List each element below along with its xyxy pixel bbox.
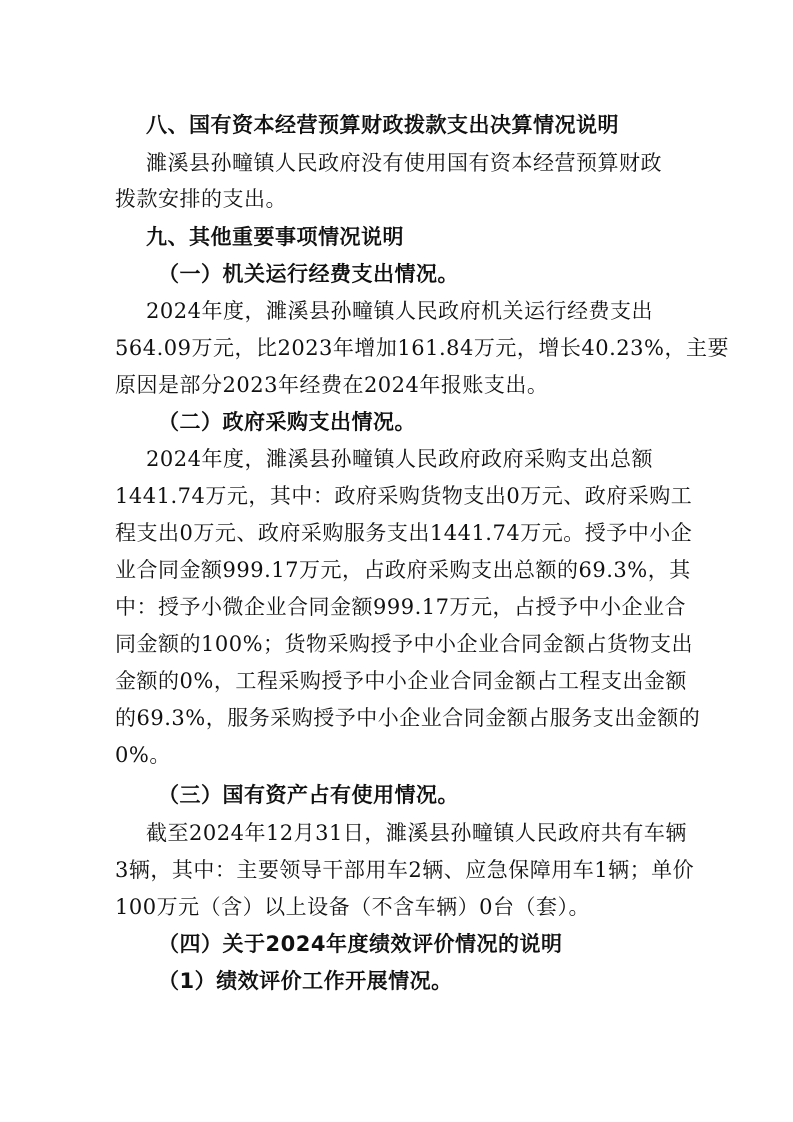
- paragraph-line: 原因是部分2023年经费在2024年报账支出。: [115, 373, 549, 397]
- paragraph-line: 同金额的100%；货物采购授予中小企业合同金额占货物支出: [115, 632, 694, 656]
- paragraph-line: 程支出0万元、政府采购服务支出1441.74万元。授予中小企: [115, 521, 693, 545]
- paragraph-line: 的69.3%，服务采购授予中小企业合同金额占服务支出金额的: [115, 706, 701, 730]
- paragraph-line: 100万元（含）以上设备（不含车辆）0台（套）。: [115, 895, 590, 919]
- paragraph-line: 2024年度，濉溪县孙疃镇人民政府政府采购支出总额: [146, 447, 653, 471]
- section-8-heading: 八、国有资本经营预算财政拨款支出决算情况说明: [146, 113, 619, 137]
- section-9-heading: 九、其他重要事项情况说明: [146, 225, 404, 249]
- paragraph-line: 0%。: [115, 743, 171, 767]
- paragraph-line: 金额的0%，工程采购授予中小企业合同金额占工程支出金额: [115, 669, 687, 693]
- paragraph-line: 中：授予小微企业合同金额999.17万元，占授予中小企业合: [115, 595, 686, 619]
- paragraph-line: 564.09万元，比2023年增加161.84万元，增长40.23%，主要: [115, 336, 729, 360]
- paragraph-line: 拨款安排的支出。: [115, 187, 287, 211]
- paragraph-line: 业合同金额999.17万元，占政府采购支出总额的69.3%，其: [115, 558, 691, 582]
- paragraph-line: 濉溪县孙疃镇人民政府没有使用国有资本经营预算财政: [146, 151, 662, 175]
- subsection-4-heading: （四）关于2024年度绩效评价情况的说明: [158, 932, 563, 956]
- subsection-1-heading: （一）机关运行经费支出情况。: [158, 262, 459, 286]
- paragraph-line: 3辆，其中：主要领导干部用车2辆、应急保障用车1辆；单价: [115, 858, 695, 882]
- paragraph-line: 1441.74万元，其中：政府采购货物支出0万元、政府采购工: [115, 484, 693, 508]
- subsection-4-item-1-heading: （1）绩效评价工作开展情况。: [158, 969, 453, 993]
- paragraph-line: 2024年度，濉溪县孙疃镇人民政府机关运行经费支出: [146, 299, 653, 323]
- subsection-3-heading: （三）国有资产占有使用情况。: [158, 783, 459, 807]
- subsection-2-heading: （二）政府采购支出情况。: [158, 410, 416, 434]
- paragraph-line: 截至2024年12月31日，濉溪县孙疃镇人民政府共有车辆: [146, 821, 687, 845]
